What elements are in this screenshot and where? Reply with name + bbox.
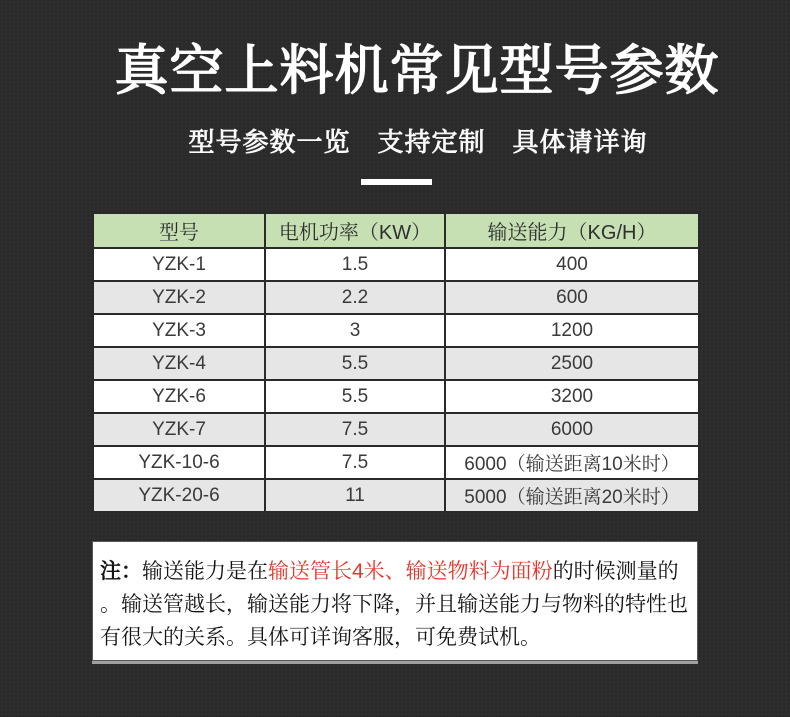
table-header-cell: 输送能力（KG/H） — [445, 213, 699, 248]
spec-table — [92, 212, 700, 513]
table-cell: YZK-1 — [93, 248, 265, 281]
table-cell: 3 — [265, 314, 445, 347]
table-cell: 5000（输送距离20米时） — [445, 479, 699, 512]
table-cell: 600 — [445, 281, 699, 314]
note-segment-highlight: 输送管长4米、输送物料为面粉 — [268, 560, 553, 583]
table-row — [93, 314, 699, 347]
page-title: 真空上料机常见型号参数 — [114, 41, 720, 101]
table-cell: 400 — [445, 248, 699, 281]
table-row — [93, 446, 699, 479]
table-cell: YZK-7 — [93, 413, 265, 446]
table-cell: 3200 — [445, 380, 699, 413]
table-row — [93, 281, 699, 314]
table-row — [93, 413, 699, 446]
note-prefix: 注： — [100, 560, 142, 583]
table-cell: 7.5 — [265, 413, 445, 446]
table-cell: 2500 — [445, 347, 699, 380]
spec-table-head — [93, 213, 699, 248]
table-row — [93, 347, 699, 380]
table-cell: 5.5 — [265, 380, 445, 413]
table-cell: YZK-3 — [93, 314, 265, 347]
spec-table-body — [93, 248, 699, 512]
table-header-cell: 型号 — [93, 213, 265, 248]
table-cell: YZK-4 — [93, 347, 265, 380]
table-cell: 5.5 — [265, 347, 445, 380]
table-cell: YZK-2 — [93, 281, 265, 314]
table-header-cell: 电机功率（KW） — [265, 213, 445, 248]
table-cell: 11 — [265, 479, 445, 512]
page-subtitle: 型号参数一览 支持定制 具体请详询 — [188, 127, 648, 157]
table-row — [93, 248, 699, 281]
table-cell: 6000 — [445, 413, 699, 446]
table-header-row — [93, 213, 699, 248]
table-row — [93, 479, 699, 512]
table-cell: 7.5 — [265, 446, 445, 479]
table-cell: YZK-20-6 — [93, 479, 265, 512]
note-segment: 的时候测量的。输送管越长，输送能力将下降，并且输送能力与物料的特性也有很大的关系。具体可详询客服，可免费试机。 — [100, 560, 688, 649]
table-cell: 1.5 — [265, 248, 445, 281]
divider-dash — [361, 179, 432, 185]
table-cell: 1200 — [445, 314, 699, 347]
table-cell: YZK-10-6 — [93, 446, 265, 479]
note-text — [100, 560, 688, 649]
table-cell: 2.2 — [265, 281, 445, 314]
note-segment: 输送能力是在 — [142, 560, 268, 583]
table-cell: YZK-6 — [93, 380, 265, 413]
table-row — [93, 380, 699, 413]
table-cell: 6000（输送距离10米时） — [445, 446, 699, 479]
note-box — [92, 541, 698, 661]
